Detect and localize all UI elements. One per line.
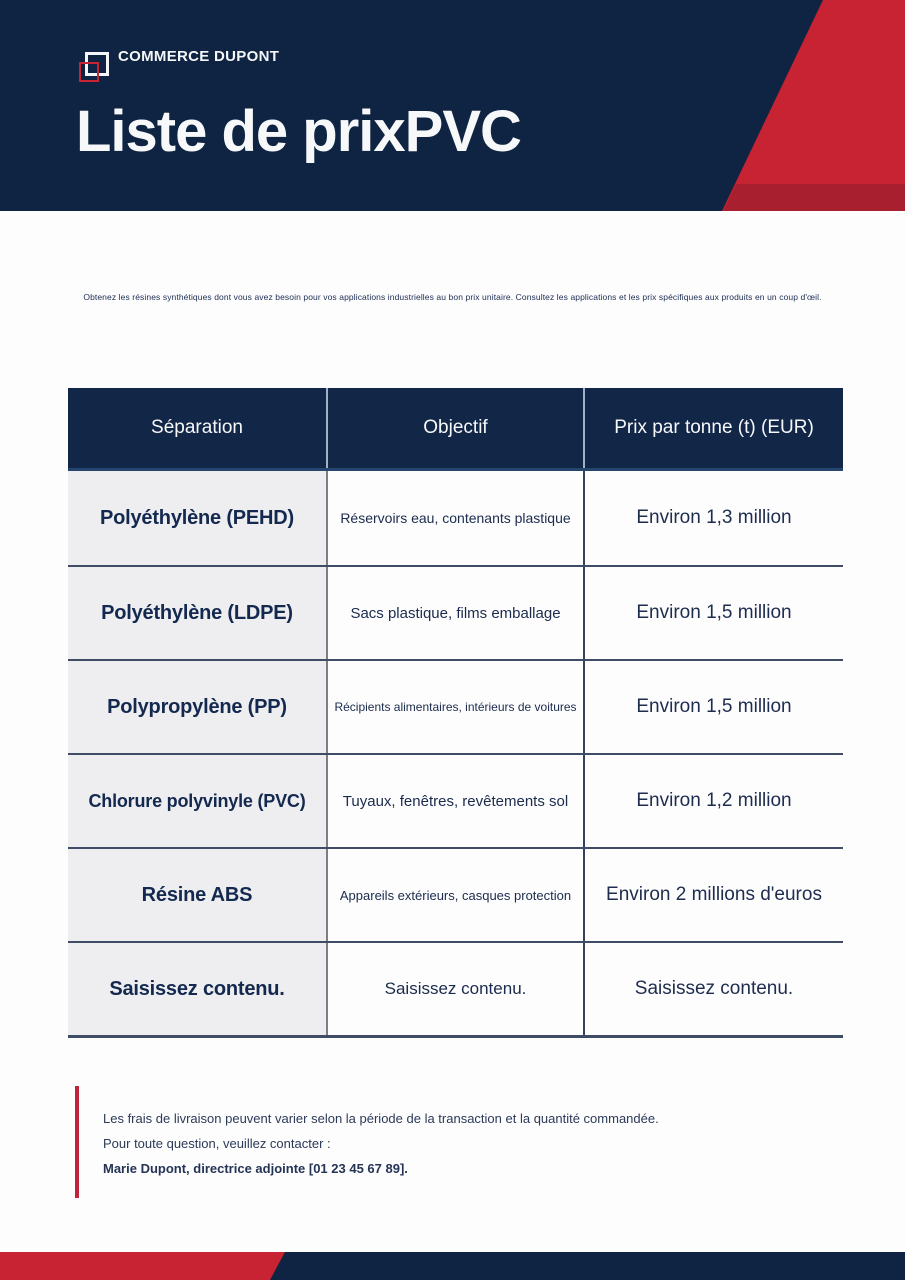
intro-text: Obtenez les résines synthétiques dont vous avez besoin pour vos applications industrielles au bon prix unitaire. Consultez les applications et les prix spécifiques aux produits en un coup d'œil. xyxy=(83,292,822,302)
cell-price: Saisissez contenu. xyxy=(634,978,794,999)
brand-logo xyxy=(78,46,308,86)
table-body xyxy=(68,471,843,1035)
cell-usage: Sacs plastique, films emballage xyxy=(328,567,585,659)
footer-note-lines xyxy=(103,1106,803,1181)
table-row xyxy=(68,847,843,941)
table-row xyxy=(68,565,843,659)
cell-material-name: Résine ABS xyxy=(68,849,328,941)
table-row xyxy=(68,659,843,753)
cell-material-name: Saisissez contenu. xyxy=(68,943,328,1035)
cell-price: Environ 1,5 million xyxy=(636,602,792,623)
table-row xyxy=(68,471,843,565)
price-table xyxy=(68,388,843,1038)
cell-price: Environ 2 millions d'euros xyxy=(606,884,822,905)
cell-material-name: Polyéthylène (PEHD) xyxy=(68,471,328,565)
footer-line-delivery: Les frais de livraison peuvent varier selon la période de la transaction et la quantité commandée. xyxy=(103,1111,659,1126)
cell-usage: Récipients alimentaires, intérieurs de voitures xyxy=(328,661,585,753)
red-square-icon xyxy=(79,62,99,82)
cell-usage: Tuyaux, fenêtres, revêtements sol xyxy=(328,755,585,847)
bottom-band xyxy=(0,1252,905,1280)
cell-price: Environ 1,2 million xyxy=(636,790,792,811)
cell-usage: Appareils extérieurs, casques protection xyxy=(328,849,585,941)
header-banner xyxy=(0,0,905,211)
red-accent-bar xyxy=(75,1086,79,1198)
cell-material-name: Polyéthylène (LDPE) xyxy=(68,567,328,659)
page-title: Liste de prixPVC xyxy=(76,99,521,164)
footer-line-person: Marie Dupont, directrice adjointe [01 23 45 67 89]. xyxy=(103,1161,408,1176)
cell-usage: Réservoirs eau, contenants plastique xyxy=(328,471,585,565)
cell-price: Environ 1,3 million xyxy=(636,507,792,528)
cell-price: Environ 1,5 million xyxy=(636,696,792,717)
cell-material-name: Chlorure polyvinyle (PVC) xyxy=(68,755,328,847)
table-header-row xyxy=(68,388,843,471)
table-row xyxy=(68,941,843,1035)
bottom-band-navy-diagonal xyxy=(0,1252,905,1280)
cell-material-name: Polypropylène (PP) xyxy=(68,661,328,753)
cell-usage: Saisissez contenu. xyxy=(328,943,585,1035)
footer-line-contact: Pour toute question, veuillez contacter : xyxy=(103,1136,331,1151)
overlapping-squares-icon xyxy=(78,46,112,86)
column-header-prix: Prix par tonne (t) (EUR) xyxy=(614,417,814,438)
column-header-objectif: Objectif xyxy=(328,388,585,468)
brand-name: COMMERCE DUPONT xyxy=(118,48,280,65)
table-row xyxy=(68,753,843,847)
column-header-separation: Séparation xyxy=(68,388,328,468)
